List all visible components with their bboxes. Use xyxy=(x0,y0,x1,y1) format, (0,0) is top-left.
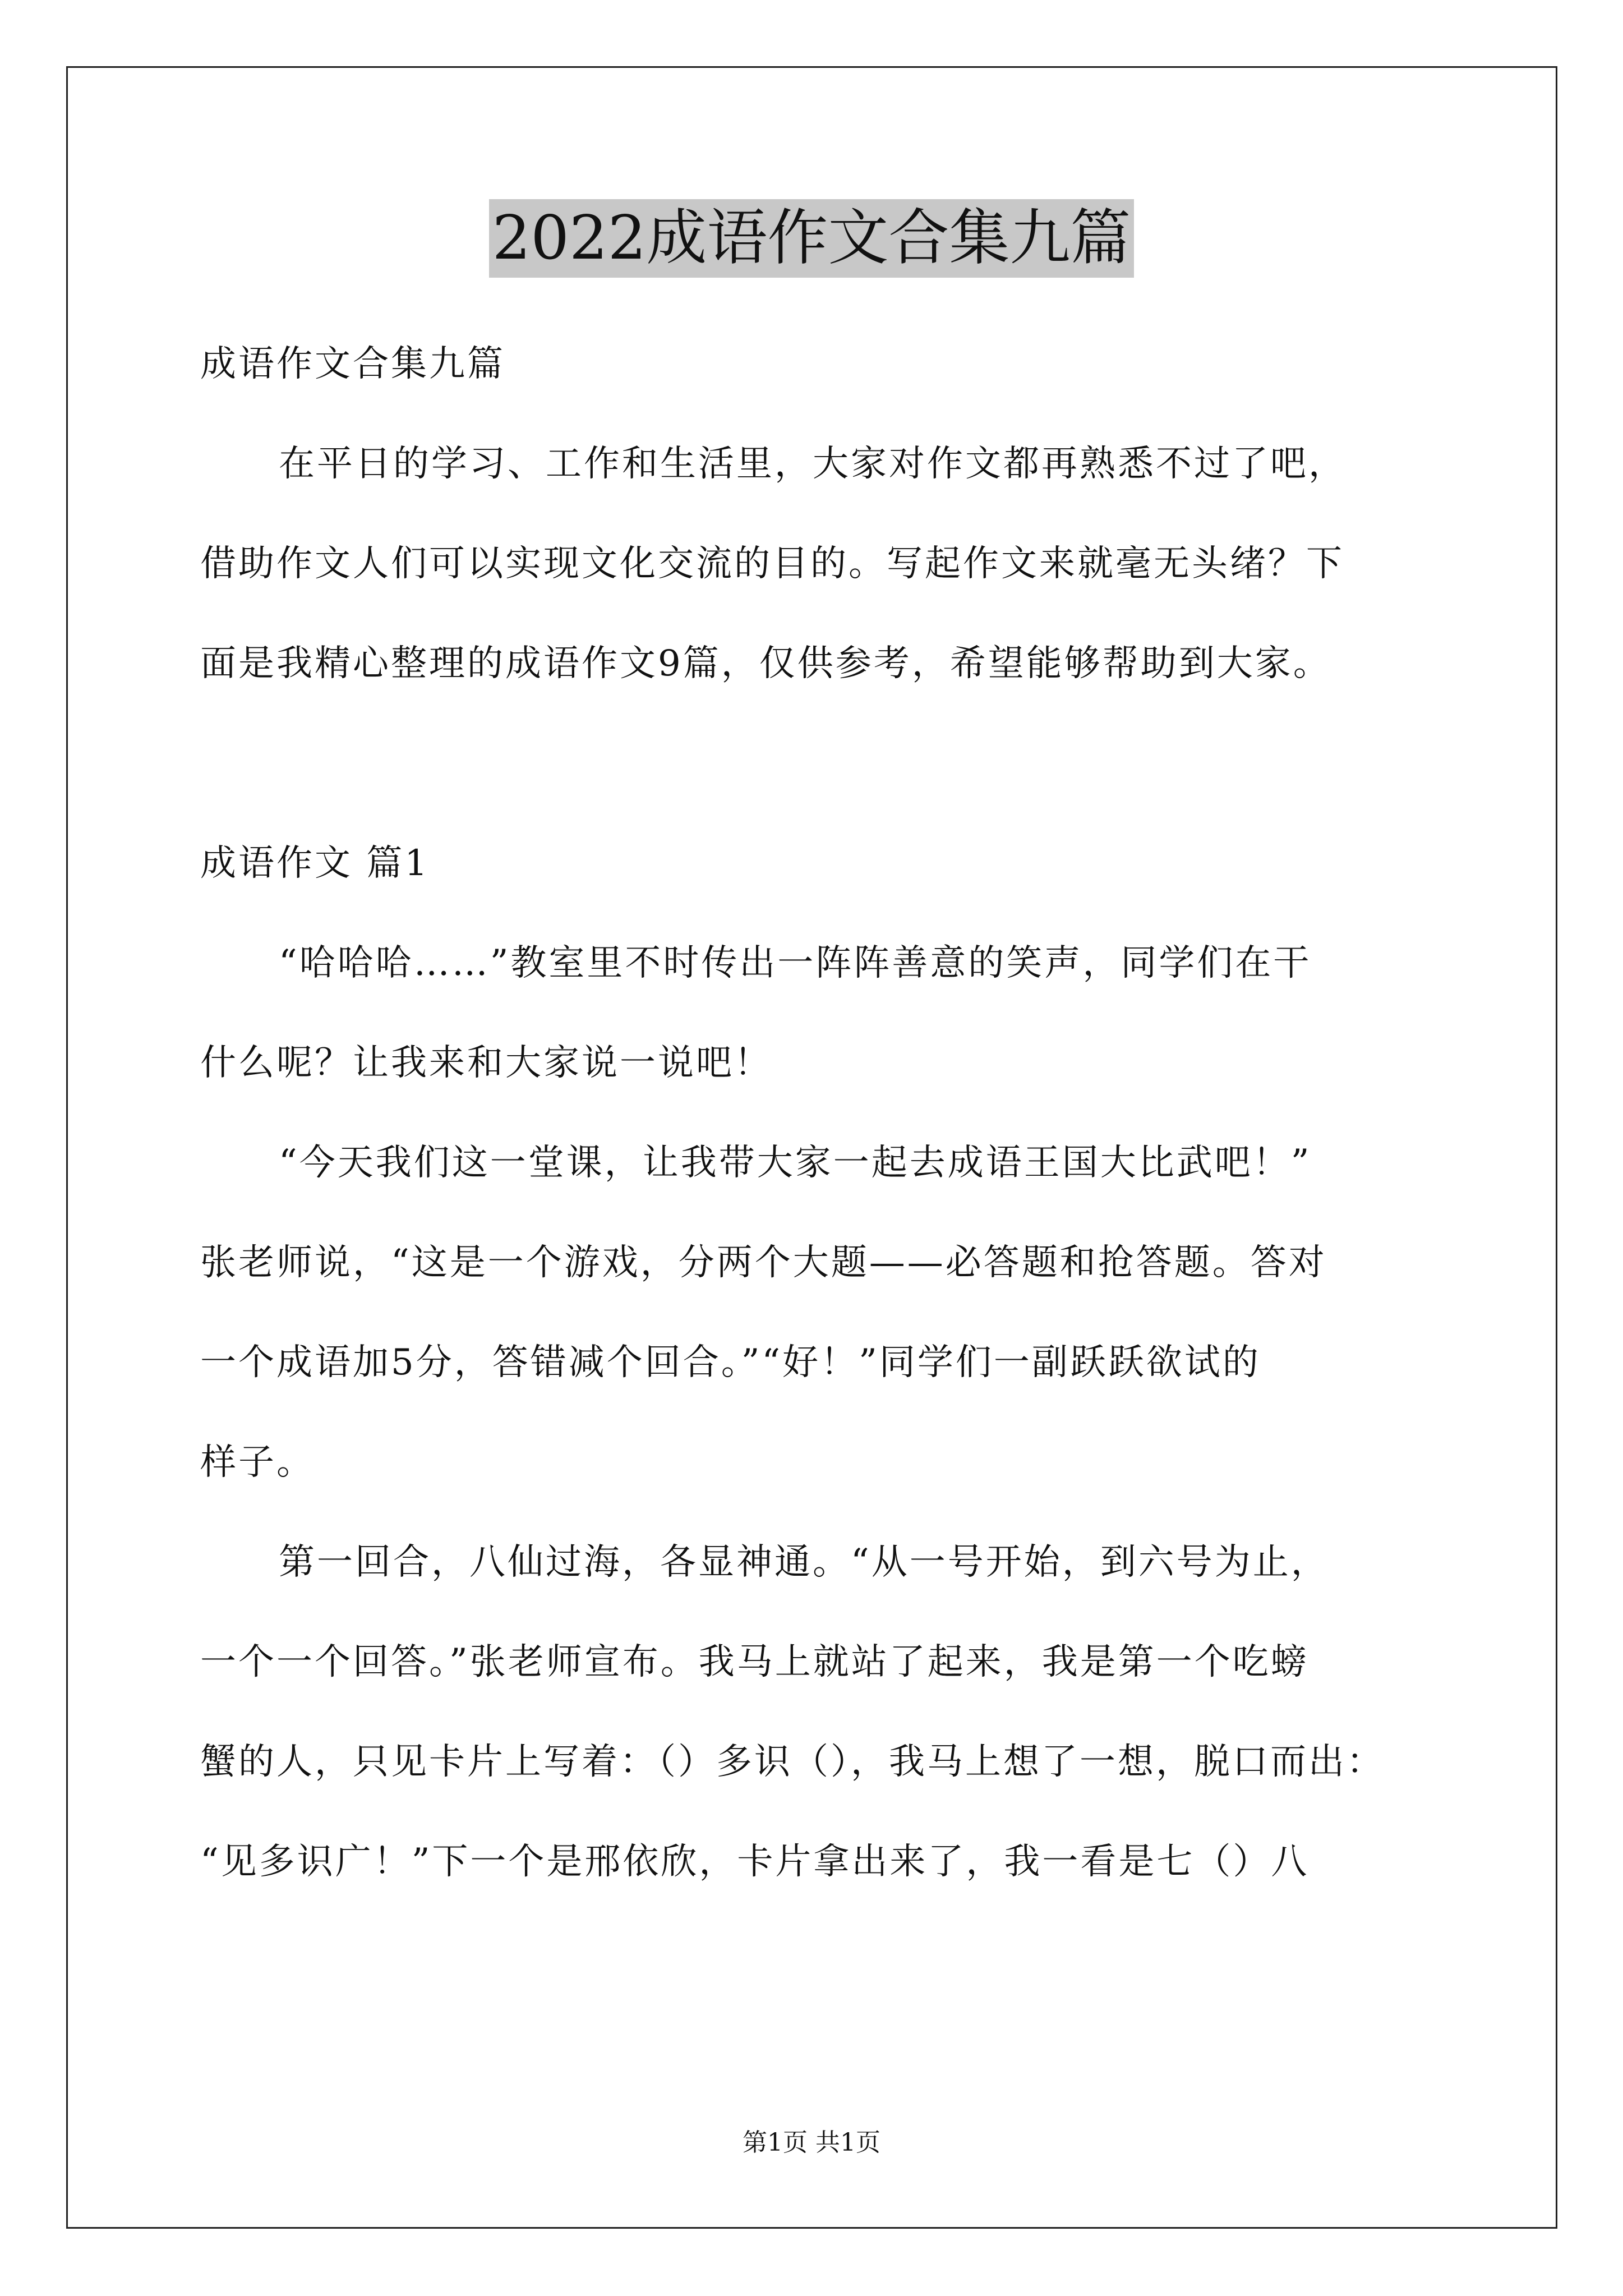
document-body xyxy=(200,314,1434,1912)
paragraph-line: 在平日的学习、工作和生活里，大家对作文都再熟悉不过了吧， xyxy=(279,443,1347,485)
subtitle-line: 成语作文合集九篇 xyxy=(200,343,505,385)
paragraph-line: 面是我精心整理的成语作文9篇，仅供参考，希望能够帮助到大家。 xyxy=(200,643,1331,684)
paragraph-line: 张老师说，“这是一个游戏，分两个大题——必答题和抢答题。答对 xyxy=(200,1242,1327,1283)
blank-gap xyxy=(200,714,1434,813)
title-container xyxy=(0,199,1623,278)
paragraph-line: 样子。 xyxy=(200,1442,315,1483)
document-title: 2022成语作文合集九篇 xyxy=(489,199,1135,278)
page-footer: 第1页 共1页 xyxy=(743,2128,880,2157)
paragraph-line: 借助作文人们可以实现文化交流的目的。写起作文来就毫无头绪？下 xyxy=(200,543,1344,585)
paragraph-line: 什么呢？让我来和大家说一说吧！ xyxy=(200,1042,772,1084)
paragraph-line: “今天我们这一堂课，让我带大家一起去成语王国大比武吧！” xyxy=(279,1142,1312,1184)
paragraph-line: 第一回合，八仙过海，各显神通。“从一号开始，到六号为止， xyxy=(279,1542,1329,1583)
paragraph-line: “见多识广！”下一个是邢依欣，卡片拿出来了，我一看是七（）八 xyxy=(200,1841,1310,1883)
paragraph-line: 一个成语加5分，答错减个回合。”“好！”同学们一副跃跃欲试的 xyxy=(200,1342,1261,1383)
paragraph-line: 蟹的人，只见卡片上写着：（）多识（），我马上想了一想，脱口而出： xyxy=(200,1741,1385,1783)
paragraph-line: “哈哈哈……”教室里不时传出一阵阵善意的笑声，同学们在干 xyxy=(279,942,1312,984)
section-heading: 成语作文 篇1 xyxy=(200,843,430,884)
paragraph-line: 一个一个回答。”张老师宣布。我马上就站了起来，我是第一个吃螃 xyxy=(200,1641,1309,1683)
